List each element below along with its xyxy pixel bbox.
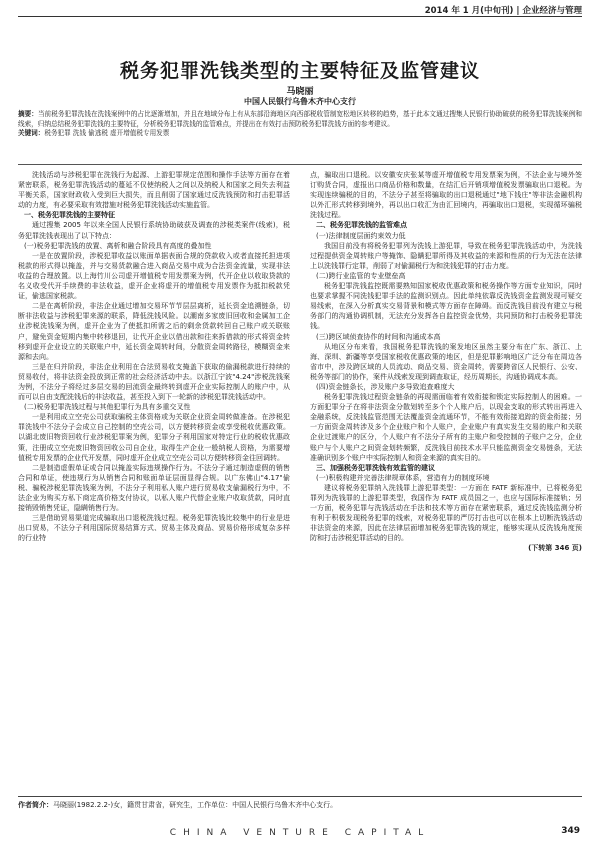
subsection-heading: (三)跨区域侦查协作的时间和沟通成本高 xyxy=(316,332,441,341)
body-paragraph: 三是借助贸易渠道完成骗取出口退税洗钱过程。税务犯罪洗钱比较集中的行业是进出口贸易，不法分子利用国际贸易结算方式、贸易主体及商品、贸易价格形成复杂多样的行业特 xyxy=(18,514,290,543)
section-heading: 一、税务犯罪洗钱的主要特征 xyxy=(24,211,115,220)
abstract-text: 当前税务犯罪洗钱在洗钱案例中的占比逐渐增加，并且在地域分布上有从东部沿海地区向西部税收管制宽松地区转移的趋势，基于此本文通过搜集人民银行协助破获的税务犯罪洗钱案例和线索，归纳总结税务犯罪洗钱的主要特征，分析税务犯罪洗钱的监管难点，并提出在有效打击预防税务犯罪洗钱方面的参考建议。 xyxy=(18,110,583,128)
keywords-text: 税务犯罪 洗钱 偷逃税 虚开增值税专用发票 xyxy=(44,129,170,138)
footnote-label: 作者简介： xyxy=(18,801,53,809)
subsection-heading: (四)资金链条长，涉及账户多导致追查难度大 xyxy=(316,382,455,391)
body-paragraph: 税务犯罪洗钱过程资金链条的再现需面临着有效衔接和锁定实际控制人的困难。一方面犯罪分子在将非法资金分散划转至多个个人账户后，以现金支取的形式转出再进入金融系统，反洗钱监管范围无法覆盖资金流通环节，不能有效衔接追踪的资金衔接；另一方面资金周转涉及多个企业账户和个人账户，企业账户有真实发生交易的账户和关联企业过渡账户的区分，个人账户有不法分子所有的主账户和受控制的子账户之分，企业账户与个人账户之间资金划转频繁，反洗钱目前技术水平只能监测资金交易链条，无法准确识别多个账户中实际控制人和资金来源的真实目的。 xyxy=(310,393,582,462)
author-affiliation: 中国人民银行乌鲁木齐中心支行 xyxy=(244,97,356,106)
body-paragraph: 二是在离析阶段，非法企业通过增加交易环节节层层离析，延长资金追溯链条，切断非法收益与涉税犯罪来源的联系，降低洗钱风险。以潮南多家废旧回收和金属加工企业涉税洗钱案为例，虚开企业为了使抵扣所需之后的剩余货款转回自己账户或关联账户，避免资金短期内集中转移退回，让代开企业以借出款和往来拆借款的形式将资金转移到虚开企业设立的关联账户中，延长资金周转时间，分散资金周转路径，模糊资金来源和去向。 xyxy=(18,302,290,361)
footnote-divider xyxy=(18,796,582,797)
section-heading: 二、税务犯罪洗钱的监管难点 xyxy=(316,221,407,230)
body-paragraph: 税务犯罪洗钱监控既需要熟知国家税收优惠政策和税务操作等方面专业知识，同时也要求掌握不同洗钱犯罪手法的监测识别点。因此单纯依靠反洗钱资金监测发现可疑交易线索，在深入分析真实交易背景和模式等方面存在障碍。而反洗钱目前没有建立与税务部门的沟通协调机制，无法充分发挥各自监控资金优势，共同预防和打击税务犯罪洗钱。 xyxy=(310,282,582,331)
abstract-label: 摘要： xyxy=(18,110,38,118)
header-divider xyxy=(18,16,582,17)
body-paragraph: 从地区分布来看，我国税务犯罪洗钱的案发地区虽然主要分布在广东、浙江、上海、深圳、新疆等享受国家税收优惠政策的地区，但是犯罪影响地区广泛分布在周边各省市中，涉及跨区域的人员流动、商品交易、资金周转，需要跨省区人民银行、公安、税务等部门的协作，案件从线索发现到调查取证，经历周期长，沟通协调成本高。 xyxy=(310,342,582,381)
body-paragraph: 二是制造虚假单证或合同以掩盖实际违规操作行为。不法分子通过制造虚假的销售合同和单证，使违规行为从销售合同和账面单证层面显得合规。以广东佛山"4.17"偷税、骗税涉税犯罪洗钱案为例，不法分子利用私人账户进行贸易收支偷漏税行为中，不法企业为购买方私下商定高价格支付协议，以私人账户代替企业账户收取货款，同时直接销毁销售凭证，隐瞒销售行为。 xyxy=(18,463,290,513)
body-paragraph: 一是在放置阶段，涉税犯罪收益以账面单据表面合规的贷款收入或者直接托担进项税款的形式得以掩盖，并与交易货款融合进入商品交易中成为合法资金流量，实现非法收益的合理放置。以上海竹川公司虚开增值税专用发票案为例，代开企业以收取贷款的名义收受代开手续费的非法收益，虚开企业将虚开的增值税专用发票作为抵扣税款凭证，偷逃国家税款。 xyxy=(18,251,290,301)
author-footnote xyxy=(18,800,582,810)
body-paragraph: 洗钱活动与涉税犯罪在洗钱行为起源、上游犯罪规定范围和操作手法等方面存在着紧密联系，税务犯罪洗钱活动的蔓延不仅使纳税人之间以及纳税人和国家之间失去利益平衡关系，国家财政收入受到巨大损失，而且削弱了国家通过反洗钱预防和打击犯罪活动的力度，有必要采取有效措施对税务犯罪洗钱活动实施监管。 xyxy=(18,171,290,210)
article-title: 税务犯罪洗钱类型的主要特征及监管建议 xyxy=(119,60,480,82)
footnote-text: 马晓丽(1982.2.2-)女，籍贯甘肃省，研究生，工作单位：中国人民银行乌鲁木齐中心支行。 xyxy=(53,801,338,809)
continued-note: (下转第 346 页) xyxy=(528,544,582,553)
subsection-heading: (二)跨行业监管的专业壁垒高 xyxy=(316,271,406,280)
subsection-heading: (二)税务犯罪洗钱过程与其他犯罪行为具有多重交叉性 xyxy=(24,403,191,412)
body-paragraph: 三是在归并阶段，非法企业利用在合法贸易收支掩盖下获取的偷漏税款进行持续的贸易收付，将非法资金投放到正常的社会经济活动中去。以浙江宁波"4.24"涉税洗钱案为例，不法分子将经过多层交易的回流资金最终转到虚开企业实际控制人的账户中，从而可以自由支配洗钱后的非法收益，甚至投入到下一轮新的涉税犯罪洗钱活动中。 xyxy=(18,362,290,402)
running-header xyxy=(425,4,582,16)
page-number: 349 xyxy=(561,826,580,836)
body-paragraph: 我国目前没有将税务犯罪列为洗钱上游犯罪，导致在税务犯罪洗钱活动中，为洗钱过程提供资金周转账户等掩饰、隐瞒犯罪所得及其收益的来源和性质的行为无法在法律上以洗钱罪行定罪，削弱了对偷漏税行为和洗钱犯罪的打击力度。 xyxy=(310,241,582,270)
journal-issue: 2014 年 1 月(中旬刊) xyxy=(424,6,514,16)
subsection-heading: (一)积极构建并完善法律规章体系，营造有力的制度环境 xyxy=(316,473,490,482)
subsection-heading: (一)税务犯罪洗钱的放置、离析和融合阶段具有高度的叠加性 xyxy=(24,241,212,250)
journal-section: 企业经济与管理 xyxy=(522,6,582,16)
abstract-divider xyxy=(18,164,582,165)
author-name: 马晓丽 xyxy=(286,87,314,97)
subsection-heading: (一)法律制度层面约束效力低 xyxy=(316,231,406,240)
body-paragraph: 建议将税务犯罪纳入洗钱罪上游犯罪类型：一方面在 FATF 新标准中，已将税务犯罪列为洗钱罪的上游犯罪类型，我国作为 FATF 成员国之一，也应与国际标准接轨；另一方面，税务犯罪与洗钱活动在手法和技术等方面存在紧密联系，通过反洗钱监测分析有利于积极发现税务犯罪的线索，对税务犯罪的严厉打击也可以在根本上切断洗钱活动非法资金的来源，因此在法律层面增加税务犯罪洗钱的规定，能够实现从反洗钱角度预防和打击涉税犯罪活动的目的。 xyxy=(310,483,582,543)
section-heading: 三、加强税务犯罪洗钱有效监管的建议 xyxy=(316,463,435,472)
body-paragraph: 点，骗取出口退税。以安徽安庆张某等虚开增值税专用发票案为例，不法企业与境外签订购货合同，虚报出口商品价格和数量，在结汇后开销项增值税发票骗取出口退税。为实现连续骗税的目的，不法分子甚至将骗取的出口退税通过"地下钱庄"等非法金融机构以外汇形式转移到境外，再以出口收汇为由汇回境内，再骗取出口退税，实现循环骗税洗钱过程。 xyxy=(310,171,582,220)
left-column xyxy=(18,170,290,543)
body-paragraph: 一是利用成立空壳公司获取骗税主体资格或为关联企业资金周转做准备。在涉税犯罪洗钱中不法分子会成立自己控制的空壳公司，以方便转移资金或享受税收优惠政策。以湖北废旧物资回收行业涉税犯罪案为例，犯罪分子利用国家对特定行业的税收优惠政策，注册成立空壳废旧物资回收公司自企业，取得生产企业一般纳税人资格，为需要增值税专用发票的企业代开发票，同时虚开企业成立空壳公司以方便转移资金往回调转。 xyxy=(18,413,290,462)
body-paragraph: 通过搜集 2005 年以来全国人民银行系统协助破获及调查的涉税类案件(线索)，税务犯罪洗钱表现出了以下特点： xyxy=(18,221,290,240)
journal-name-footer: CHINA VENTURE CAPITAL xyxy=(169,828,431,838)
right-column xyxy=(310,170,582,554)
header-separator: | xyxy=(516,6,523,16)
keywords-label: 关键词： xyxy=(18,129,45,138)
abstract-block xyxy=(18,110,582,139)
